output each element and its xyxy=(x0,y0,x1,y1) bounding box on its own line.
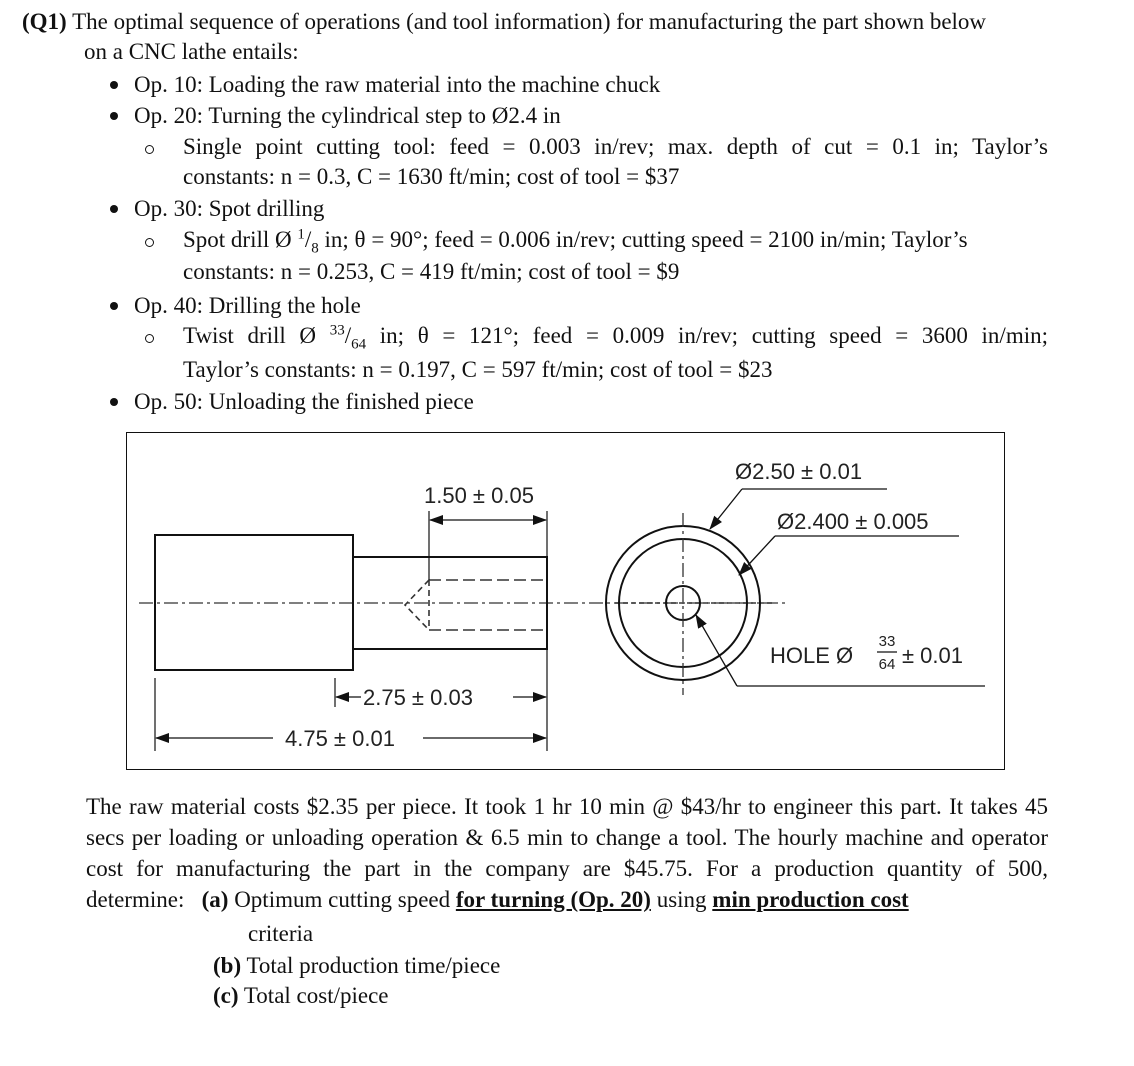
problem-line1-text: The raw material costs $2.35 per piece. It took 1 hr 10 min @ $43/hr to engineer this part. It takes 45 xyxy=(86,794,1048,819)
bullet-op10 xyxy=(110,81,118,89)
problem-line3-text: cost for manufacturing the part in the company are $45.75. For a production quantity of 500, xyxy=(86,856,1048,881)
intro-text-1: The optimal sequence of operations (and tool information) for manufacturing the part shown below xyxy=(72,9,987,34)
dim-step-length: 1.50 ± 0.05 xyxy=(424,483,534,508)
hole-label: HOLE Ø xyxy=(770,643,854,668)
op40-tool-b: in; xyxy=(366,323,405,348)
hidden-line-drill-tip xyxy=(405,580,429,630)
part-c-label: (c) xyxy=(213,983,239,1008)
op30-frac-den: 8 xyxy=(311,240,319,257)
leader-hole xyxy=(696,615,737,686)
op40-text: Op. 40: Drilling the hole xyxy=(134,293,361,318)
op40-tool-line1 xyxy=(183,322,1048,353)
part-a-label: (a) xyxy=(201,887,229,912)
question-number: (Q1) xyxy=(22,9,67,34)
hole-frac-num: 33 xyxy=(878,633,896,650)
part-b-text: Total production time/piece xyxy=(241,953,501,978)
op10-text: Op. 10: Loading the raw material into the machine chuck xyxy=(134,72,661,97)
op20-tool-d: Taylor’s xyxy=(972,134,1048,159)
op30-tool-suffix: in; θ = 90°; feed = 0.006 in/rev; cutting speed = 2100 in/min; Taylor’s xyxy=(318,227,968,252)
sub-bullet-op20 xyxy=(145,145,154,154)
part-a-text-2: using xyxy=(650,887,713,912)
problem-line3 xyxy=(86,855,1048,883)
part-drawing xyxy=(126,432,1005,770)
hole-tol: ± 0.01 xyxy=(902,643,964,668)
bullet-op40 xyxy=(110,302,118,310)
dim-outer-dia: Ø2.50 ± 0.01 xyxy=(735,459,863,484)
op40-tool-a: Twist drill Ø $^{33}/_{64}$ in; xyxy=(183,322,405,353)
op30-frac-num: 1 xyxy=(297,226,305,243)
part-b xyxy=(213,952,500,980)
sub-bullet-op30 xyxy=(145,238,154,247)
part-c xyxy=(213,982,389,1010)
determine-label: determine: xyxy=(86,887,185,912)
bullet-op20 xyxy=(110,112,118,120)
op30-tool-line1: Spot drill Ø $^1/_8$ in; θ = 90°; feed = 0.006 in/rev; cutting speed = 2100 in/min; Taylor’s xyxy=(183,226,968,257)
dim-step-dia: Ø2.400 ± 0.005 xyxy=(777,509,929,534)
part-drawing-svg xyxy=(127,433,1003,768)
bullet-op30 xyxy=(110,205,118,213)
op30-tool-line2: constants: n = 0.253, C = 419 ft/min; cost of tool = $9 xyxy=(183,259,680,284)
op20-text: Op. 20: Turning the cylindrical step to Ø2.4 in xyxy=(134,103,561,128)
part-a-criteria: min production cost xyxy=(712,887,909,912)
op40-tool-c: θ = 121°; xyxy=(417,323,520,348)
op40-frac-den: 64 xyxy=(351,336,367,353)
op40-tool-prefix: Twist drill Ø xyxy=(183,323,330,348)
dim-hole-depth: 2.75 ± 0.03 xyxy=(363,685,473,710)
op40-tool-d: feed = 0.009 in/rev; xyxy=(532,323,739,348)
dim-total-length: 4.75 ± 0.01 xyxy=(285,726,395,751)
op30-text: Op. 30: Spot drilling xyxy=(134,196,325,221)
op20-tool-b: feed = 0.003 in/rev; xyxy=(449,134,655,159)
problem-line1 xyxy=(86,793,1048,821)
question-intro-line1 xyxy=(22,8,986,36)
op40-tool-e: cutting speed = 3600 in/min; xyxy=(751,323,1048,348)
op20-tool-a: Single point cutting tool: xyxy=(183,134,436,159)
op30-tool-prefix: Spot drill Ø xyxy=(183,227,298,252)
part-c-text: Total cost/piece xyxy=(238,983,389,1008)
problem-line2 xyxy=(86,824,1048,852)
op20-tool-c: max. depth of cut = 0.1 in; xyxy=(667,134,959,159)
question-intro-line2: on a CNC lathe entails: xyxy=(84,39,299,64)
hole-frac-den: 64 xyxy=(878,656,896,673)
op40-frac-num: 33 xyxy=(329,322,345,339)
problem-line2-text: secs per loading or unloading operation & 6.5 min to change a tool. The hourly machine and operator xyxy=(86,825,1048,850)
part-a-text-1: Optimum cutting speed xyxy=(228,887,456,912)
leader-outer-dia xyxy=(710,489,742,529)
op50-text: Op. 50: Unloading the finished piece xyxy=(134,389,474,414)
part-b-label: (b) xyxy=(213,953,242,978)
op20-tool-line2: constants: n = 0.3, C = 1630 ft/min; cost of tool = $37 xyxy=(183,164,680,189)
sub-bullet-op40 xyxy=(145,334,154,343)
part-a-turning: for turning (Op. 20) xyxy=(455,887,651,912)
op20-tool-line1 xyxy=(183,133,1048,161)
bullet-op50 xyxy=(110,398,118,406)
op40-tool-line2: Taylor’s constants: n = 0.197, C = 597 ft/min; cost of tool = $23 xyxy=(183,357,773,382)
problem-line5: criteria xyxy=(248,921,314,946)
problem-line4 xyxy=(86,886,909,914)
